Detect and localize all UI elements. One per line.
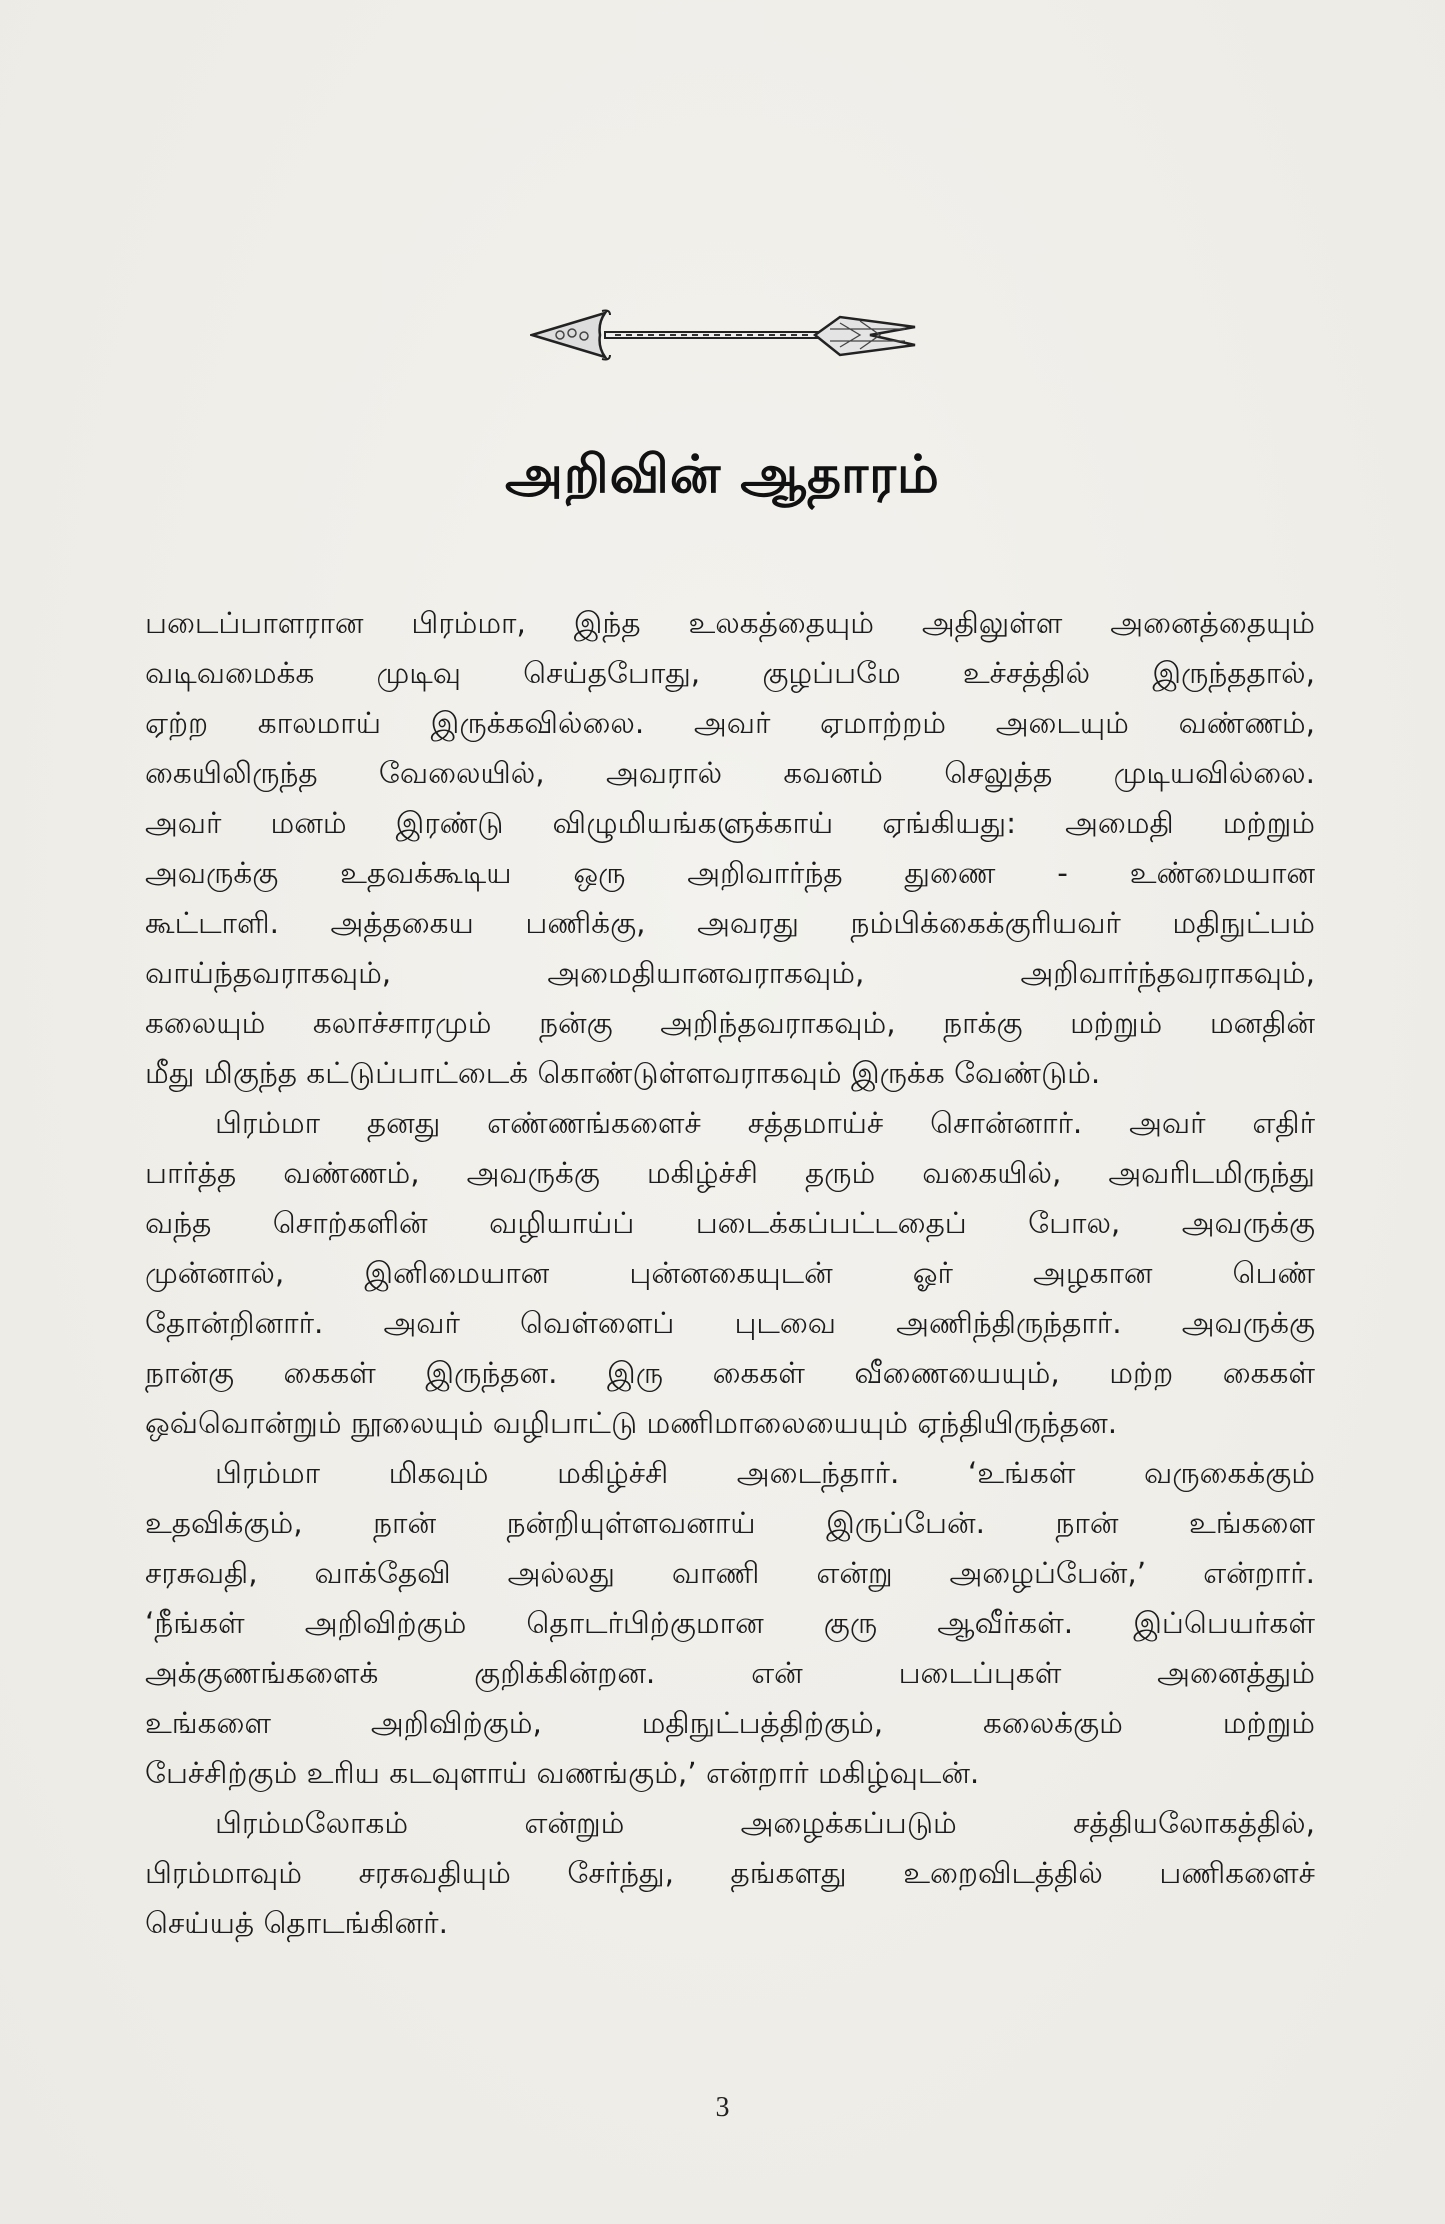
- text-line: ஏற்ற காலமாய் இருக்கவில்லை. அவர் ஏமாற்றம் அடையும் வண்ணம்,: [145, 706, 1315, 740]
- text-line: கையிலிருந்த வேலையில், அவரால் கவனம் செலுத்த முடியவில்லை.: [145, 756, 1315, 790]
- page-number: 3: [715, 2092, 730, 2123]
- chapter-body: [145, 598, 1315, 1948]
- text-line: அவருக்கு உதவக்கூடிய ஒரு அறிவார்ந்த துணை - உண்மையான: [145, 856, 1315, 890]
- arrow-ornament-icon: [530, 305, 920, 365]
- text-line: ‘நீங்கள் அறிவிற்கும் தொடர்பிற்குமான குரு ஆவீர்கள். இப்பெயர்கள்: [145, 1606, 1315, 1640]
- text-line: பிரம்மா தனது எண்ணங்களைச் சத்தமாய்ச் சொன்னார். அவர் எதிர்: [215, 1106, 1315, 1140]
- text-line: பிரம்மாவும் சரசுவதியும் சேர்ந்து, தங்களது உறைவிடத்தில் பணிகளைச்: [145, 1856, 1315, 1890]
- chapter-title: அறிவின் ஆதாரம்: [505, 444, 940, 505]
- paragraph-1: [145, 598, 1315, 1098]
- text-line: அக்குணங்களைக் குறிக்கின்றன. என் படைப்புகள் அனைத்தும்: [145, 1656, 1315, 1690]
- text-line: படைப்பாளரான பிரம்மா, இந்த உலகத்தையும் அதிலுள்ள அனைத்தையும்: [145, 606, 1315, 640]
- text-line: தோன்றினார். அவர் வெள்ளைப் புடவை அணிந்திருந்தார். அவருக்கு: [145, 1306, 1315, 1340]
- text-line: முன்னால், இனிமையான புன்னகையுடன் ஓர் அழகான பெண்: [145, 1256, 1315, 1290]
- text-line: உதவிக்கும், நான் நன்றியுள்ளவனாய் இருப்பேன். நான் உங்களை: [145, 1506, 1315, 1540]
- text-line: வந்த சொற்களின் வழியாய்ப் படைக்கப்பட்டதைப் போல, அவருக்கு: [145, 1206, 1315, 1240]
- text-line: மீது மிகுந்த கட்டுப்பாட்டைக் கொண்டுள்ளவராகவும் இருக்க வேண்டும்.: [145, 1056, 1101, 1090]
- text-line: பார்த்த வண்ணம், அவருக்கு மகிழ்ச்சி தரும் வகையில், அவரிடமிருந்து: [145, 1156, 1315, 1190]
- text-line: அவர் மனம் இரண்டு விழுமியங்களுக்காய் ஏங்கியது: அமைதி மற்றும்: [145, 806, 1315, 840]
- text-line: கூட்டாளி. அத்தகைய பணிக்கு, அவரது நம்பிக்கைக்குரியவர் மதிநுட்பம்: [145, 906, 1315, 940]
- paragraph-4: [145, 1798, 1315, 1948]
- text-line: கலையும் கலாச்சாரமும் நன்கு அறிந்தவராகவும், நாக்கு மற்றும் மனதின்: [145, 1006, 1315, 1040]
- text-line: பிரம்மா மிகவும் மகிழ்ச்சி அடைந்தார். ‘உங்கள் வருகைக்கும்: [215, 1456, 1315, 1490]
- text-line: வாய்ந்தவராகவும், அமைதியானவராகவும், அறிவார்ந்தவராகவும்,: [145, 956, 1315, 990]
- text-line: நான்கு கைகள் இருந்தன. இரு கைகள் வீணையையும், மற்ற கைகள்: [145, 1356, 1315, 1390]
- text-line: பேச்சிற்கும் உரிய கடவுளாய் வணங்கும்,’ என்றார் மகிழ்வுடன்.: [145, 1756, 980, 1790]
- text-line: சரசுவதி, வாக்தேவி அல்லது வாணி என்று அழைப்பேன்,’ என்றார்.: [145, 1556, 1315, 1590]
- text-line: உங்களை அறிவிற்கும், மதிநுட்பத்திற்கும், கலைக்கும் மற்றும்: [145, 1706, 1315, 1740]
- text-line: பிரம்மலோகம் என்றும் அழைக்கப்படும் சத்தியலோகத்தில்,: [215, 1806, 1315, 1840]
- paragraph-2: [145, 1098, 1315, 1448]
- text-line: ஒவ்வொன்றும் நூலையும் வழிபாட்டு மணிமாலையையும் ஏந்தியிருந்தன.: [145, 1406, 1118, 1440]
- text-line: செய்யத் தொடங்கினர்.: [145, 1906, 448, 1940]
- paragraph-3: [145, 1448, 1315, 1798]
- text-line: வடிவமைக்க முடிவு செய்தபோது, குழப்பமே உச்சத்தில் இருந்ததால்,: [145, 656, 1315, 690]
